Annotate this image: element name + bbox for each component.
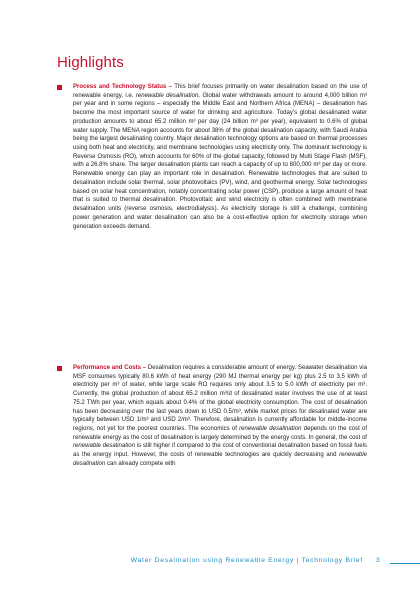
highlight-performance-costs (57, 364, 367, 469)
section-heading: Highlights (57, 54, 124, 71)
paragraph-text: depends on the cost of renewable energy as the cost of desalination is largely determined by the energy costs. In general, the cost of (73, 426, 367, 441)
red-square-bullet-icon (57, 85, 62, 90)
process-technology-label: Process and Technology Status – (73, 84, 172, 90)
running-footer: Water Desalination using Renewable Energy | Technology Brief (130, 557, 363, 564)
paragraph-text: . Global water withdrawals amount to around 4,000 billion m³ per year and in some regions – especially the Middle East and Northern Africa (MENA) – desalination has become the most important source of water for drinking and agriculture. Today’s global desalinated water production amounts to about 65.2 million m³ per day (24 billion m³ per year), equivalent to 0.6% of global water supply. The MENA region accounts for about 38% of the global desalination capacity, with Saudi Arabia being the largest desalinating country. Major desalination technology options are based on thermal processes using both heat and electricity, and membrane technologies using electricity only. The dominant technology is Reverse Osmosis (RO), which accounts for 60% of the global capacity, followed by Multi Stage Flash (MSF), with a 26.8% share. The larger desalination plants can reach a capacity of up to 800,000 m³ per day or more. Renewable energy can play an important role in desalination. Renewable technologies that are suited to desalination include solar thermal, solar photovoltaics (PV), wind, and geothermal energy. Solar technologies based on solar heat concentration, notably concentrating solar power (CSP), produce a large amount of heat that is suited to thermal desalination. Photovoltaic and wind electricity is often combined with membrane desalination units (reverse osmosis, electrodialysis). As electricity storage is still a challenge, combining power generation and water desalination can also be a cost-effective option for electricity storage when generation exceeds demand. (73, 92, 368, 230)
process-technology-paragraph (73, 83, 367, 231)
emphasis-renewable-desalination: renewable desalination (135, 92, 199, 99)
emphasis-renewable-desalination: renewable desalination (73, 443, 135, 450)
emphasis-renewable-desalination: renewable desalination (73, 452, 367, 467)
highlight-process-technology (57, 83, 367, 231)
footer-rule (390, 563, 420, 564)
paragraph-text: can already compete with (105, 460, 176, 467)
paragraph-text: This brief focuses primarily on water desalination based on the use of renewable energy, i.e. (73, 84, 367, 99)
paragraph-text: Desalination requires a considerable amount of energy. Seawater desalination via MSF consumes typically 80.6 kWh of heat energy (290 MJ thermal energy per kg) plus 2.5 to 3.5 kWh of electricity per m³ of water, while large scale RO requires only about 3.5 to 5.0 kWh of electricity per m³. Currently, the global production of about 65.2 million m³/d of desalinated water involves the use of at least 75.2 TWh per year, which equals about 0.4% of the global electricity consumption. The cost of desalination has been decreasing over the last years down to USD 0.5/m³, while market prices for desalinated water are typically between USD 1/m³ and USD 2/m³. Therefore, desalination is currently affordable for middle-income regions, not yet for the poorest countries. The economics of (73, 365, 367, 433)
red-square-bullet-icon (57, 366, 62, 371)
emphasis-renewable-desalination: renewable desalination (239, 426, 302, 433)
paragraph-text: is still higher if compared to the cost of conventional desalination based on fossil fuels as the energy input. However, the costs of renewable technologies are quickly decreasing and (73, 443, 368, 459)
page-number: 3 (376, 557, 380, 564)
performance-costs-label: Performance and Costs – (73, 365, 147, 371)
performance-costs-paragraph (73, 364, 367, 469)
